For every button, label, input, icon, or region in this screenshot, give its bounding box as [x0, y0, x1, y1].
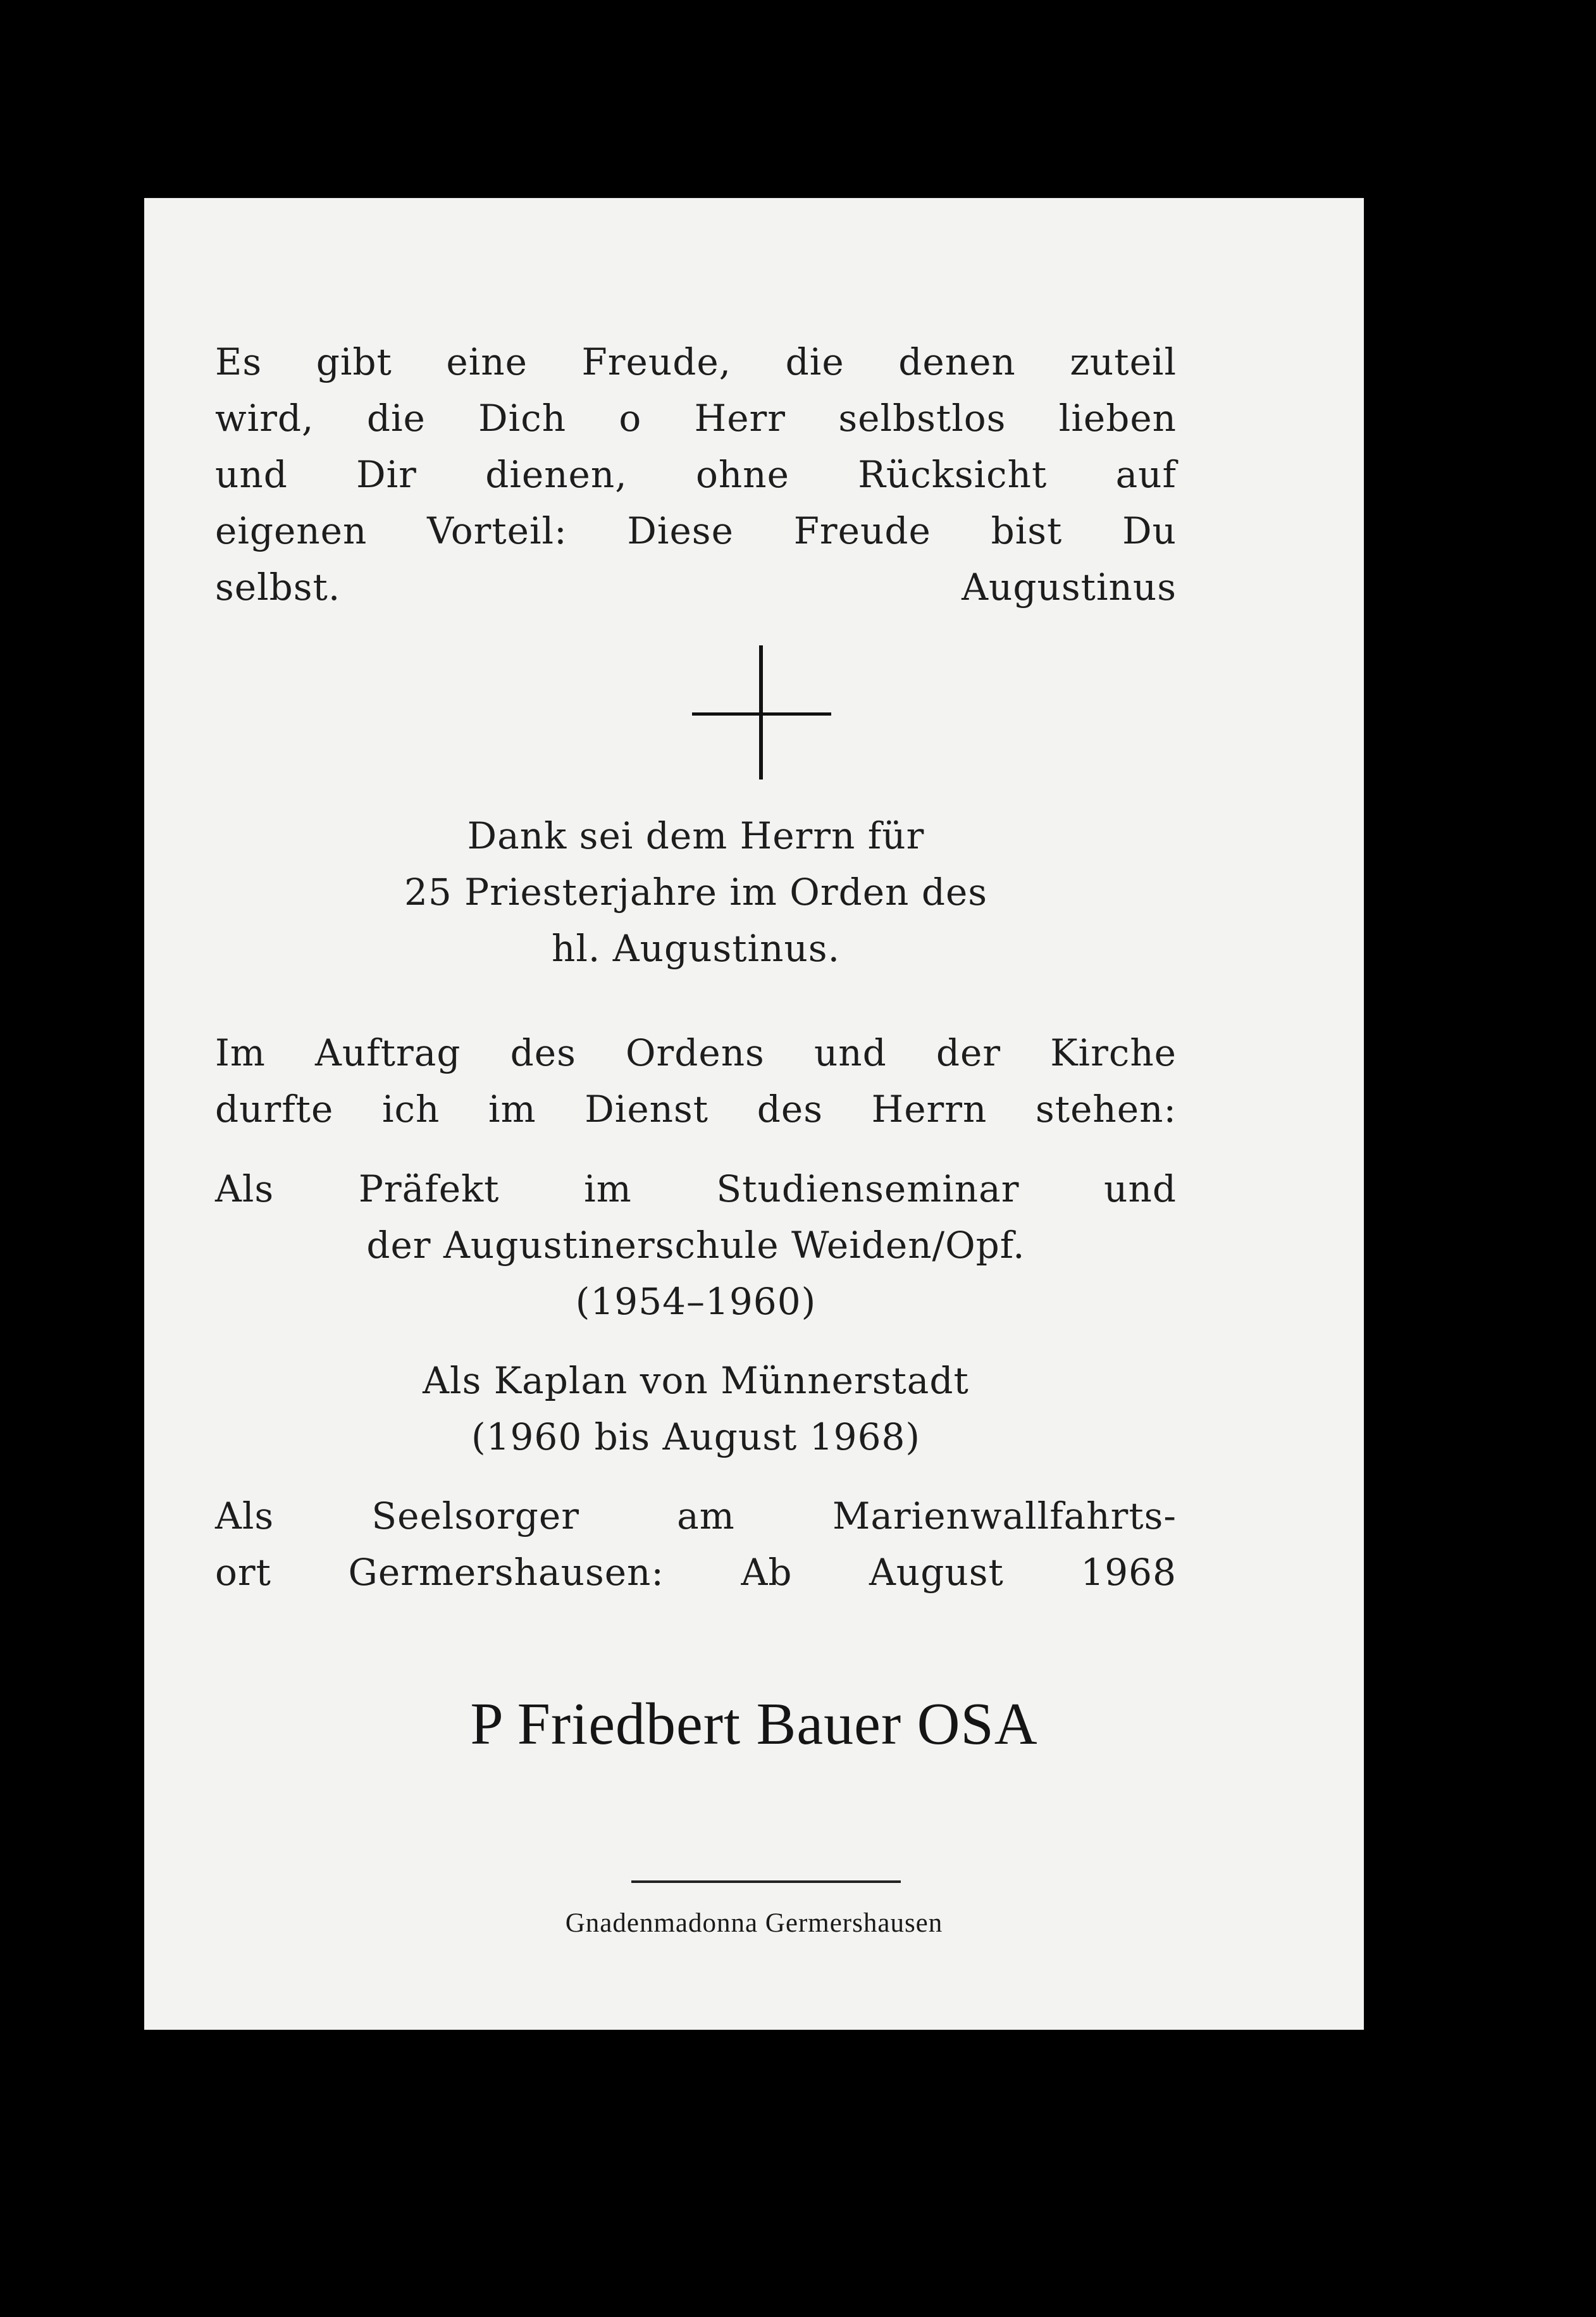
prefect-line: der Augustinerschule Weiden/Opf.: [366, 1224, 1025, 1267]
prefect-section: [215, 1161, 1177, 1330]
pastor-line: Als Seelsorger am Marienwallfahrts-: [215, 1494, 1177, 1537]
chaplain-line: Als Kaplan von Münnerstadt: [423, 1359, 969, 1402]
deceased-name: P Friedbert Bauer OSA: [470, 1691, 1038, 1757]
image-caption: Gnadenmadonna Germershausen: [565, 1908, 943, 1938]
service-intro: [215, 1025, 1177, 1138]
thanks-section: [215, 808, 1177, 977]
quote-last-line: [215, 559, 1177, 616]
thanks-line: hl. Augustinus.: [551, 927, 841, 970]
quote-line: und Dir dienen, ohne Rücksicht auf: [215, 453, 1177, 496]
thanks-line: 25 Priesterjahre im Orden des: [404, 871, 988, 914]
quote-attribution: Augustinus: [962, 566, 1177, 609]
pastor-line: ort Germershausen: Ab August 1968: [215, 1551, 1177, 1594]
chaplain-section: [215, 1353, 1177, 1465]
quote-line: Es gibt eine Freude, die denen zuteil: [215, 340, 1177, 383]
chaplain-years: (1960 bis August 1968): [471, 1415, 920, 1458]
quote-last-word: selbst.: [215, 566, 341, 609]
service-intro-line: Im Auftrag des Ordens und der Kirche: [215, 1031, 1177, 1074]
quote-line: eigenen Vorteil: Diese Freude bist Du: [215, 509, 1177, 552]
augustinus-quote: [215, 334, 1177, 616]
service-intro-line: durfte ich im Dienst des Herrn stehen:: [215, 1088, 1177, 1131]
quote-line: wird, die Dich o Herr selbstlos lieben: [215, 397, 1177, 440]
thanks-line: Dank sei dem Herrn für: [467, 814, 925, 857]
pastor-section: [215, 1488, 1177, 1601]
divider-rule: [631, 1880, 901, 1883]
prefect-years: (1954–1960): [575, 1280, 817, 1323]
prefect-line: Als Präfekt im Studienseminar und: [215, 1167, 1177, 1210]
cross-icon-bar: [692, 712, 831, 716]
